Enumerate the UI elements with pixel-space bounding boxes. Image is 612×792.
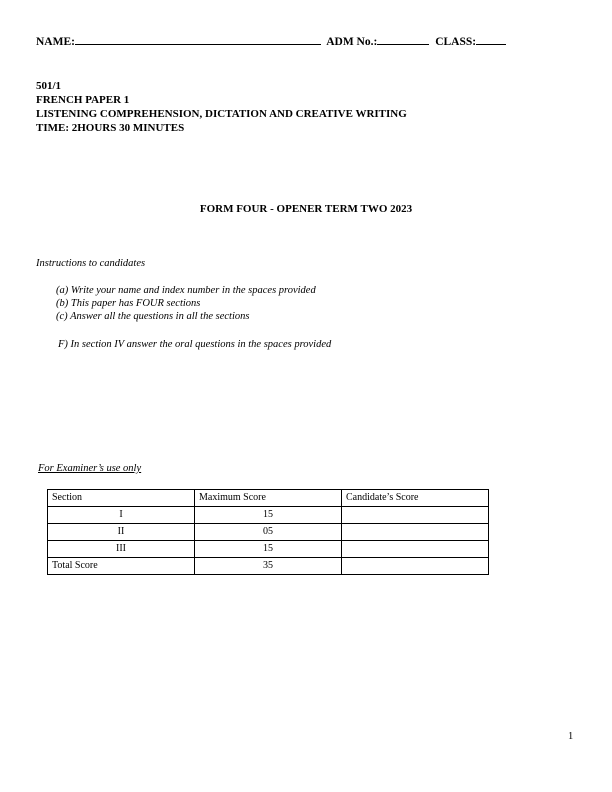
section-cell: II [48, 524, 195, 541]
form-title: FORM FOUR - OPENER TERM TWO 2023 [199, 203, 413, 215]
header-max-score: Maximum Score [195, 490, 342, 507]
section-cell: I [48, 507, 195, 524]
total-candidate-score[interactable] [342, 558, 489, 575]
instructions-list [56, 284, 316, 323]
paper-time: TIME: 2HOURS 30 MINUTES [36, 122, 185, 134]
class-blank[interactable] [476, 43, 506, 45]
instruction-item: (b) This paper has FOUR sections [56, 298, 201, 309]
table-row [48, 524, 489, 541]
instruction-item: (a) Write your name and index number in the spaces provided [56, 285, 316, 296]
examiner-label: For Examiner’s use only [38, 463, 142, 474]
adm-blank[interactable] [377, 43, 429, 45]
candidate-score-cell[interactable] [342, 524, 489, 541]
instruction-item: (c) Answer all the questions in all the sections [56, 311, 250, 322]
table-row [48, 507, 489, 524]
class-label: CLASS: [435, 36, 477, 48]
max-score-cell: 15 [195, 507, 342, 524]
total-max-score: 35 [195, 558, 342, 575]
table-row [48, 541, 489, 558]
candidate-header [36, 36, 509, 48]
paper-code: 501/1 [36, 80, 62, 92]
header-section: Section [48, 490, 195, 507]
paper-name: FRENCH PAPER 1 [36, 94, 130, 106]
adm-label: ADM No.: [326, 36, 378, 48]
max-score-cell: 15 [195, 541, 342, 558]
page-number: 1 [568, 731, 574, 742]
candidate-score-cell[interactable] [342, 507, 489, 524]
name-blank[interactable] [75, 43, 321, 45]
section-cell: III [48, 541, 195, 558]
name-label: NAME: [36, 36, 75, 48]
candidate-score-cell[interactable] [342, 541, 489, 558]
max-score-cell: 05 [195, 524, 342, 541]
total-label: Total Score [48, 558, 195, 575]
instructions-title: Instructions to candidates [36, 258, 146, 269]
header-candidate-score: Candidate’s Score [342, 490, 489, 507]
score-table-header [48, 490, 489, 507]
paper-subtitle: LISTENING COMPREHENSION, DICTATION AND CREATIVE WRITING [36, 108, 407, 120]
instruction-note: F) In section IV answer the oral questions in the spaces provided [58, 339, 332, 350]
paper-info [36, 79, 407, 135]
score-table [47, 489, 489, 575]
total-row [48, 558, 489, 575]
